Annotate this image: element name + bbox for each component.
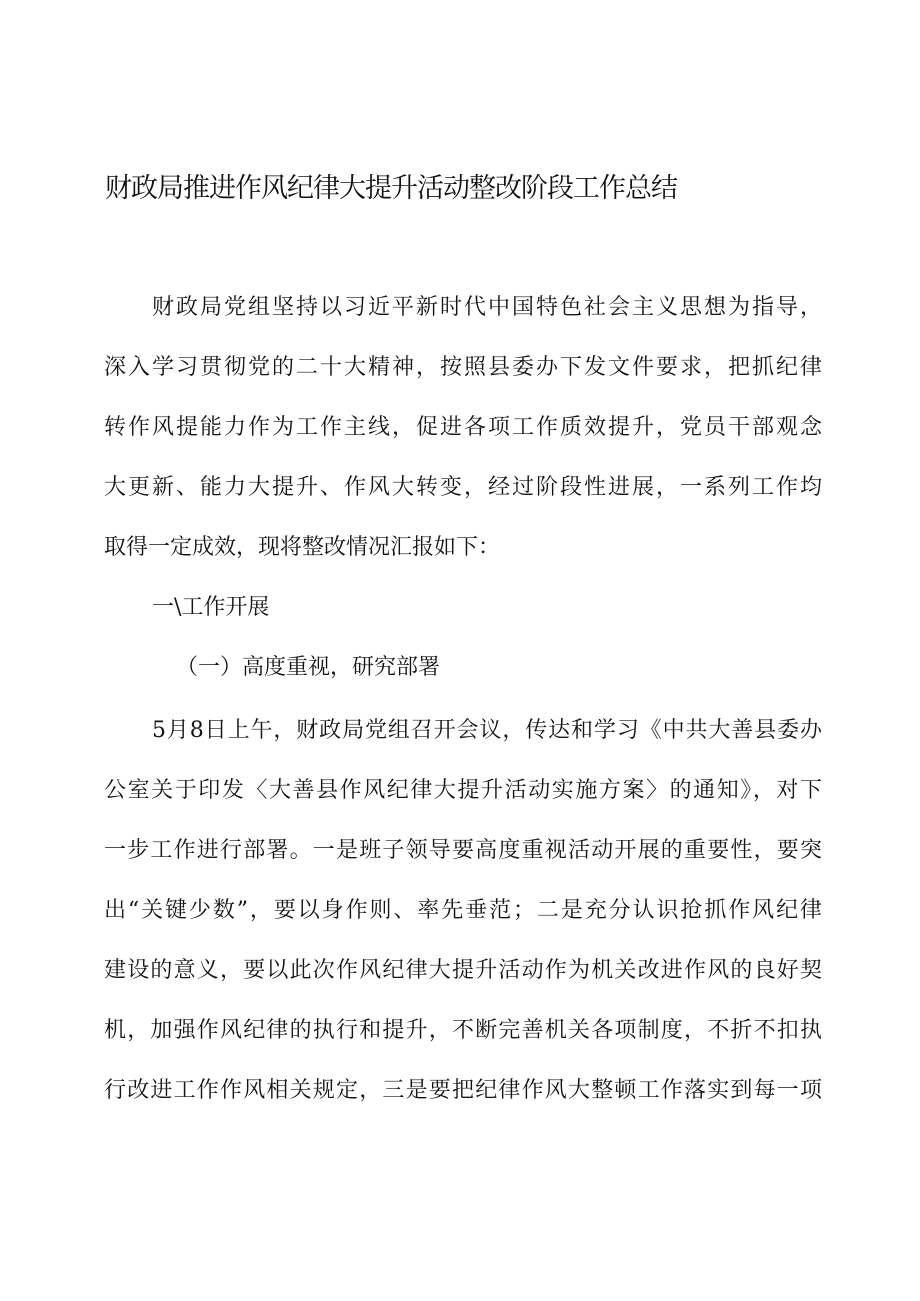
intro-line: 财政局党组坚持以习近平新时代中国特色社会主义思想为指导，	[152, 295, 822, 320]
body-line: 出“关键少数”，要以身作则、率先垂范；二是充分认识抢抓作风纪律	[104, 898, 822, 923]
body-line: 建设的意义，要以此次作风纪律大提升活动作为机关改进作风的良好契	[104, 958, 822, 983]
body-line: 一步工作进行部署。一是班子领导要高度重视活动开展的重要性，要突	[104, 838, 822, 863]
intro-line: 取得一定成效，现将整改情况汇报如下：	[104, 535, 501, 560]
intro-line: 深入学习贯彻党的二十大精神，按照县委办下发文件要求，把抓纪律	[104, 355, 822, 380]
body-line: 机，加强作风纪律的执行和提升，不断完善机关各项制度，不折不扣执	[104, 1018, 822, 1043]
document-title: 财政局推进作风纪律大提升活动整改阶段工作总结	[105, 173, 677, 204]
intro-line: 大更新、能力大提升、作风大转变，经过阶段性进展，一系列工作均	[104, 475, 822, 500]
body-line: 行改进工作作风相关规定，三是要把纪律作风大整顿工作落实到每一项	[104, 1078, 822, 1103]
section-heading: 一\工作开展	[152, 595, 270, 620]
body-line: 5月8日上午，财政局党组召开会议，传达和学习《中共大善县委办	[152, 718, 822, 743]
intro-line: 转作风提能力作为工作主线，促进各项工作质效提升，党员干部观念	[104, 415, 822, 440]
subsection-heading: （一）高度重视，研究部署	[176, 655, 441, 680]
body-line: 公室关于印发〈大善县作风纪律大提升活动实施方案〉的通知》，对下	[104, 778, 822, 803]
